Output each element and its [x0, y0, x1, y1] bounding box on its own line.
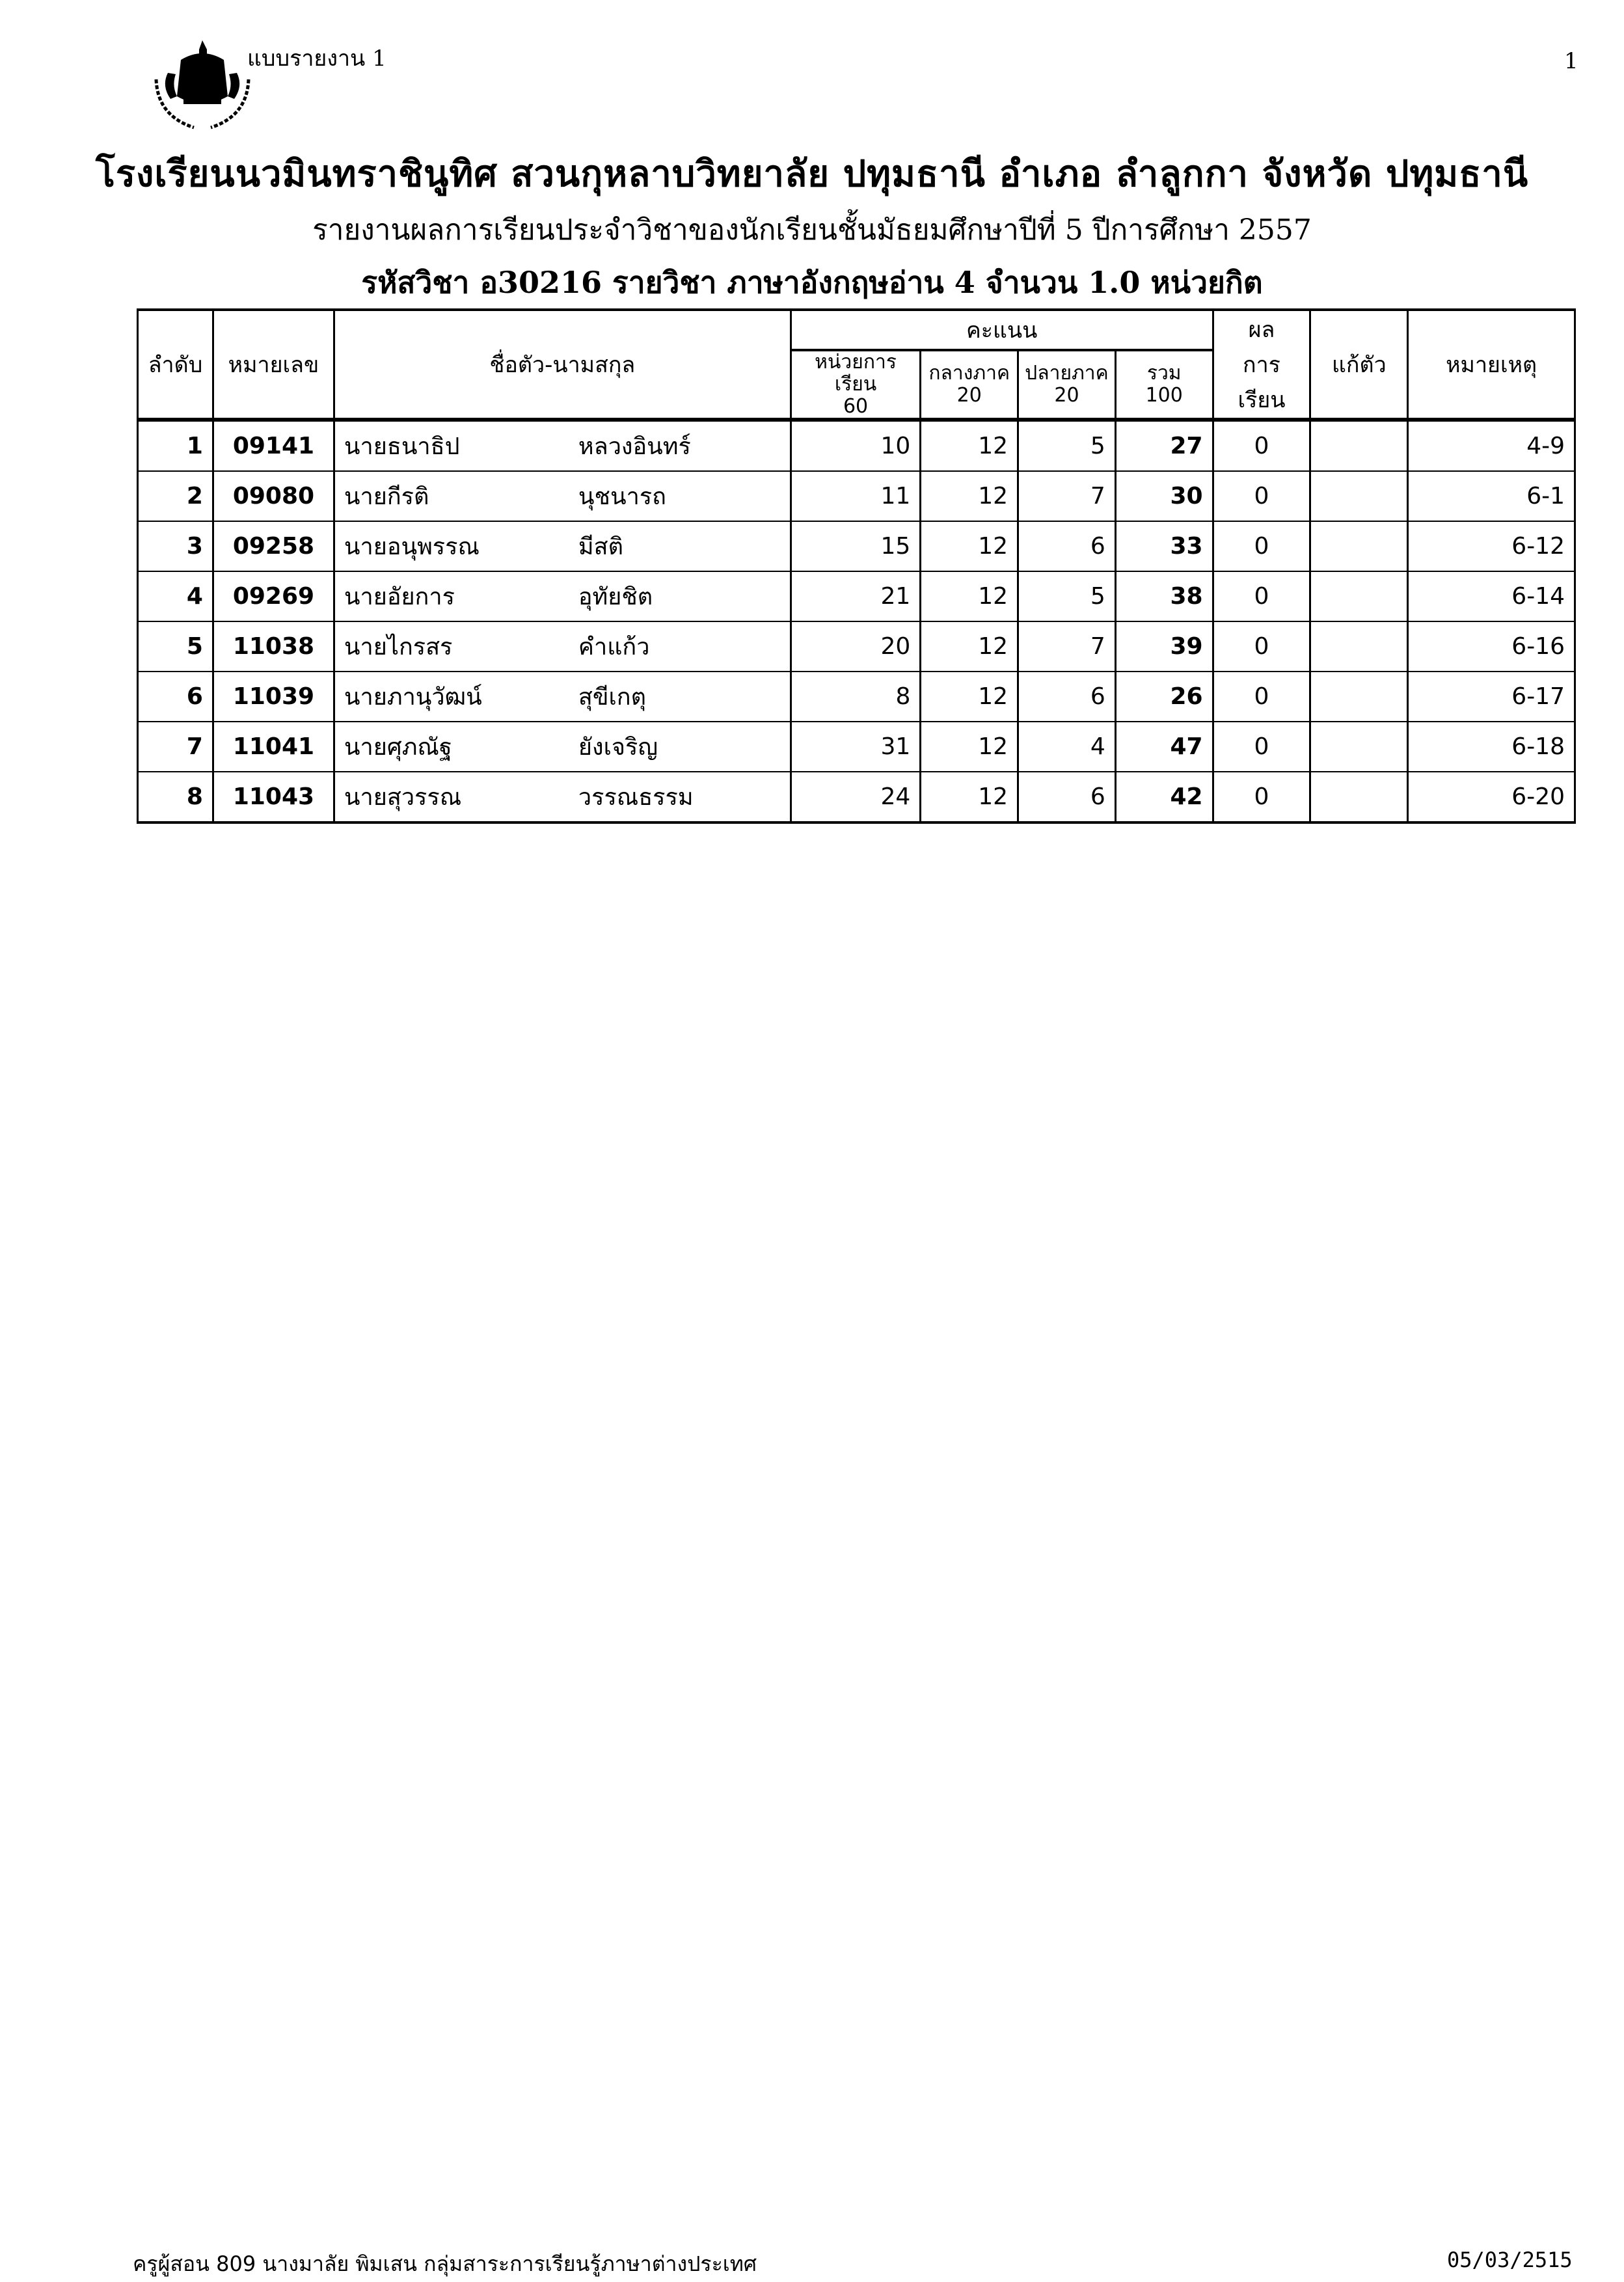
last-name: หลวงอินทร์ [578, 433, 691, 460]
cell-remark: 4-9 [1408, 420, 1575, 471]
cell-midterm: 12 [921, 571, 1018, 621]
cell-name [334, 672, 791, 722]
cell-name [334, 722, 791, 772]
header-no: ลำดับ [138, 310, 213, 420]
cell-final: 4 [1018, 722, 1116, 772]
cell-total: 30 [1115, 471, 1213, 521]
table-row [138, 471, 1575, 521]
first-name: นายสุวรรณ [344, 784, 462, 811]
cell-id: 09080 [213, 471, 334, 521]
last-name: วรรณธรรม [578, 784, 694, 811]
cell-id: 11043 [213, 772, 334, 822]
last-name: อุทัยชิต [578, 584, 653, 610]
cell-remark: 6-1 [1408, 471, 1575, 521]
school-title: โรงเรียนนวมินทราชินูทิศ สวนกุหลาบวิทยาลัย ปทุมธานี อำเภอ ลำลูกกา จังหวัด ปทุมธานี [95, 152, 1529, 195]
header-id: หมายเลข [213, 310, 334, 420]
cell-id: 09141 [213, 420, 334, 471]
header-fix: แก้ตัว [1310, 310, 1408, 420]
cell-unit: 21 [791, 571, 921, 621]
cell-id: 09269 [213, 571, 334, 621]
cell-no: 8 [138, 772, 213, 822]
cell-result: 0 [1213, 521, 1310, 571]
cell-midterm: 12 [921, 772, 1018, 822]
first-name: นายอนุพรรณ [344, 534, 480, 560]
cell-remark: 6-17 [1408, 672, 1575, 722]
table-row [138, 571, 1575, 621]
cell-fix [1310, 420, 1408, 471]
cell-final: 6 [1018, 521, 1116, 571]
cell-no: 4 [138, 571, 213, 621]
cell-result: 0 [1213, 420, 1310, 471]
cell-id: 11041 [213, 722, 334, 772]
header-total-max: 100 [1145, 384, 1183, 407]
subject-title: รหัสวิชา อ30216 รายวิชา ภาษาอังกฤษอ่าน 4 จำนวน 1.0 หน่วยกิต [361, 265, 1263, 300]
header-result [1213, 310, 1310, 420]
header-final [1018, 350, 1116, 420]
cell-unit: 8 [791, 672, 921, 722]
header-midterm-max: 20 [956, 384, 982, 407]
last-name: นุชนารถ [578, 483, 666, 510]
cell-midterm: 12 [921, 521, 1018, 571]
header-unit [791, 350, 921, 420]
first-name: นายภานุวัฒน์ [344, 684, 482, 711]
first-name: นายธนาธิป [344, 433, 460, 460]
header-result-line1: ผล [1248, 317, 1275, 343]
first-name: นายกีรติ [344, 483, 429, 510]
last-name: มีสติ [578, 534, 624, 560]
cell-fix [1310, 571, 1408, 621]
header-final-label: ปลายภาค [1025, 362, 1109, 385]
cell-final: 5 [1018, 571, 1116, 621]
table-row [138, 772, 1575, 822]
header-total [1115, 350, 1213, 420]
last-name: คำแก้ว [578, 634, 650, 660]
grades-table [137, 308, 1576, 824]
footer-date: 05/03/2515 [1447, 2248, 1573, 2272]
cell-fix [1310, 772, 1408, 822]
cell-no: 1 [138, 420, 213, 471]
cell-total: 39 [1115, 621, 1213, 672]
header-unit-max: 60 [843, 395, 869, 418]
cell-fix [1310, 521, 1408, 571]
last-name: สุขีเกตุ [578, 684, 646, 711]
header-unit-label: หน่วยการเรียน [815, 351, 897, 396]
cell-result: 0 [1213, 571, 1310, 621]
cell-fix [1310, 471, 1408, 521]
cell-name [334, 571, 791, 621]
cell-unit: 15 [791, 521, 921, 571]
cell-id: 11038 [213, 621, 334, 672]
cell-result: 0 [1213, 722, 1310, 772]
cell-unit: 10 [791, 420, 921, 471]
cell-remark: 6-14 [1408, 571, 1575, 621]
form-label: แบบรายงาน 1 [247, 46, 386, 72]
cell-fix [1310, 621, 1408, 672]
header-name: ชื่อตัว-นามสกุล [334, 310, 791, 420]
cell-no: 3 [138, 521, 213, 571]
cell-total: 47 [1115, 722, 1213, 772]
header-total-label: รวม [1146, 362, 1182, 385]
table-row [138, 672, 1575, 722]
cell-final: 6 [1018, 672, 1116, 722]
cell-midterm: 12 [921, 420, 1018, 471]
cell-total: 38 [1115, 571, 1213, 621]
cell-no: 7 [138, 722, 213, 772]
header-midterm [921, 350, 1018, 420]
cell-name [334, 621, 791, 672]
cell-no: 6 [138, 672, 213, 722]
report-title: รายงานผลการเรียนประจำวิชาของนักเรียนชั้นมัธยมศึกษาปีที่ 5 ปีการศึกษา 2557 [312, 213, 1312, 247]
footer-teacher: ครูผู้สอน 809 นางมาลัย พิมเสน กลุ่มสาระการเรียนรู้ภาษาต่างประเทศ [133, 2251, 757, 2276]
cell-no: 2 [138, 471, 213, 521]
table-row [138, 621, 1575, 672]
cell-final: 7 [1018, 621, 1116, 672]
cell-midterm: 12 [921, 722, 1018, 772]
cell-result: 0 [1213, 471, 1310, 521]
cell-id: 09258 [213, 521, 334, 571]
header-score-group: คะแนน [791, 310, 1213, 350]
school-emblem-icon [142, 34, 263, 131]
cell-result: 0 [1213, 772, 1310, 822]
cell-remark: 6-12 [1408, 521, 1575, 571]
cell-name [334, 772, 791, 822]
cell-unit: 11 [791, 471, 921, 521]
cell-remark: 6-16 [1408, 621, 1575, 672]
cell-total: 42 [1115, 772, 1213, 822]
cell-total: 33 [1115, 521, 1213, 571]
cell-remark: 6-20 [1408, 772, 1575, 822]
first-name: นายไกรสร [344, 634, 453, 660]
table-row [138, 521, 1575, 571]
header-midterm-label: กลางภาค [928, 362, 1010, 385]
cell-id: 11039 [213, 672, 334, 722]
cell-unit: 24 [791, 772, 921, 822]
first-name: นายอัยการ [344, 584, 455, 610]
page-number: 1 [1564, 48, 1578, 74]
cell-unit: 20 [791, 621, 921, 672]
header-remark: หมายเหตุ [1408, 310, 1575, 420]
cell-midterm: 12 [921, 471, 1018, 521]
table-row [138, 722, 1575, 772]
first-name: นายศุภณัฐ [344, 734, 452, 761]
cell-fix [1310, 722, 1408, 772]
cell-unit: 31 [791, 722, 921, 772]
cell-midterm: 12 [921, 672, 1018, 722]
cell-name [334, 471, 791, 521]
cell-remark: 6-18 [1408, 722, 1575, 772]
cell-final: 5 [1018, 420, 1116, 471]
cell-result: 0 [1213, 621, 1310, 672]
cell-final: 7 [1018, 471, 1116, 521]
cell-result: 0 [1213, 672, 1310, 722]
cell-final: 6 [1018, 772, 1116, 822]
cell-midterm: 12 [921, 621, 1018, 672]
cell-total: 27 [1115, 420, 1213, 471]
cell-name [334, 521, 791, 571]
cell-fix [1310, 672, 1408, 722]
cell-name [334, 420, 791, 471]
table-row [138, 420, 1575, 471]
cell-total: 26 [1115, 672, 1213, 722]
last-name: ยังเจริญ [578, 734, 658, 761]
header-result-line2: การเรียน [1238, 352, 1286, 413]
header-final-max: 20 [1054, 384, 1079, 407]
cell-no: 5 [138, 621, 213, 672]
